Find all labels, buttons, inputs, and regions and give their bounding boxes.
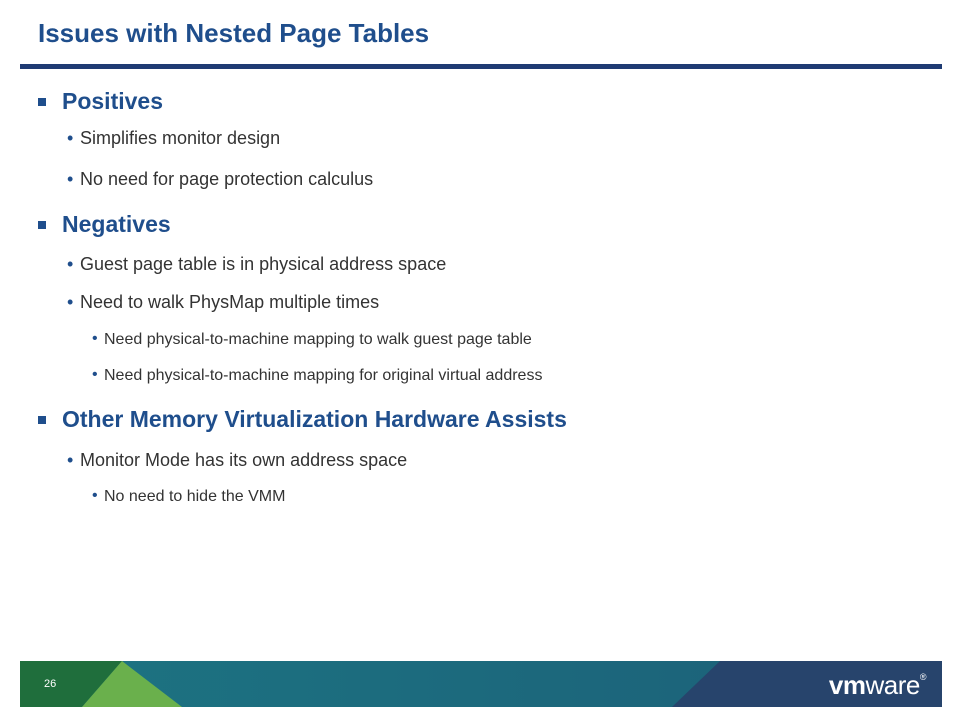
list-item — [67, 292, 380, 313]
square-bullet-icon — [38, 98, 46, 106]
sub-list-item — [92, 366, 543, 385]
bullet-dot-icon: • — [92, 330, 98, 347]
slide-title: Issues with Nested Page Tables — [38, 18, 430, 48]
list-item-text: Guest page table is in physical address space — [80, 254, 447, 274]
section-heading-text: Positives — [62, 88, 163, 114]
square-bullet-icon — [38, 221, 46, 229]
bullet-dot-icon: • — [67, 254, 74, 274]
section-heading-other-assists — [62, 406, 567, 433]
title-divider — [20, 64, 942, 69]
list-item — [67, 450, 408, 471]
list-item-text: Need physical-to-machine mapping to walk guest page table — [104, 331, 532, 348]
square-bullet-icon — [38, 416, 46, 424]
section-heading-text: Negatives — [62, 211, 171, 237]
page-number: 26 — [44, 678, 57, 690]
sub-list-item — [92, 330, 532, 349]
list-item — [67, 169, 374, 190]
logo-prefix: vm — [828, 670, 866, 700]
registered-mark: ® — [919, 672, 926, 682]
list-item-text: No need to hide the VMM — [104, 488, 286, 505]
bullet-dot-icon: • — [92, 366, 98, 383]
bullet-dot-icon: • — [92, 487, 98, 504]
list-item — [67, 128, 281, 149]
vmware-logo — [829, 670, 926, 701]
logo-suffix: ware — [865, 670, 920, 700]
list-item — [67, 254, 447, 275]
list-item-text: Monitor Mode has its own address space — [80, 450, 408, 470]
bullet-dot-icon: • — [67, 169, 74, 189]
bullet-dot-icon: • — [67, 292, 74, 312]
section-heading-negatives — [62, 211, 171, 238]
footer-band-graphic — [20, 661, 942, 707]
list-item-text: Need physical-to-machine mapping for original virtual address — [104, 367, 543, 384]
bullet-dot-icon: • — [67, 128, 74, 148]
bullet-dot-icon: • — [67, 450, 74, 470]
sub-list-item — [92, 487, 286, 506]
list-item-text: Need to walk PhysMap multiple times — [80, 292, 380, 312]
list-item-text: Simplifies monitor design — [80, 128, 281, 148]
list-item-text: No need for page protection calculus — [80, 169, 374, 189]
section-heading-positives — [62, 88, 163, 115]
section-heading-text: Other Memory Virtualization Hardware Assists — [62, 406, 567, 432]
footer-bar — [20, 661, 942, 707]
